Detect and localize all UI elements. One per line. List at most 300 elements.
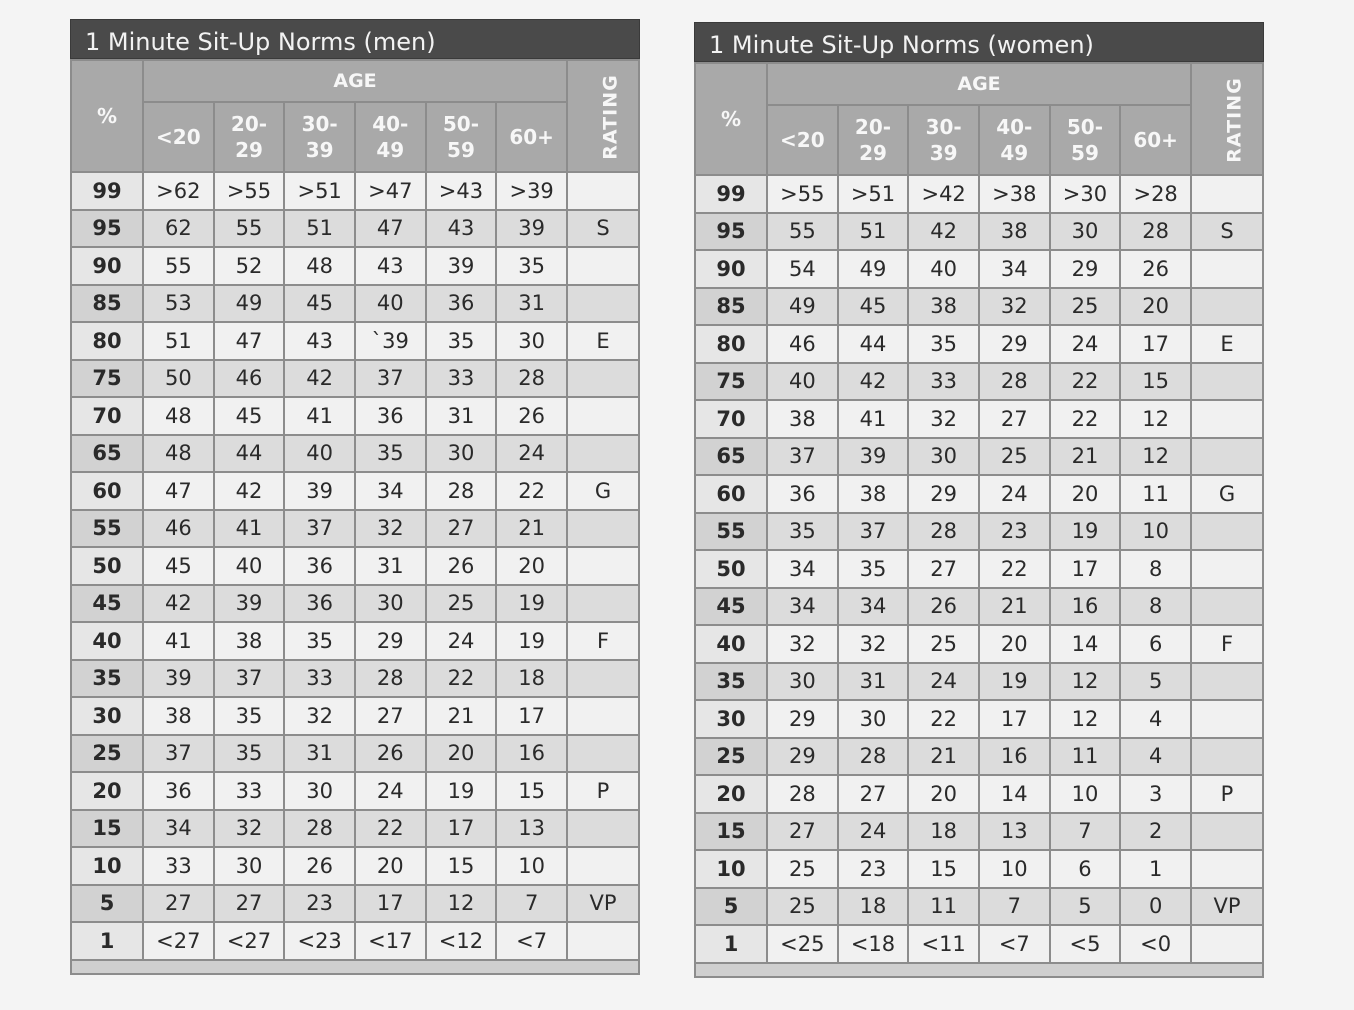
- score-cell: 51: [143, 322, 214, 360]
- score-cell: 42: [284, 360, 355, 398]
- rating-cell: [1191, 813, 1263, 851]
- score-cell: 14: [1050, 625, 1121, 663]
- age-group-header: <20: [143, 102, 214, 172]
- percentile-cell: 30: [71, 697, 143, 735]
- rating-cell: [1191, 513, 1263, 551]
- score-cell: 37: [767, 438, 838, 476]
- rating-cell: [567, 697, 639, 735]
- score-cell: >43: [426, 172, 497, 210]
- score-cell: 36: [355, 397, 426, 435]
- percentile-cell: 20: [695, 775, 767, 813]
- score-cell: 44: [838, 325, 909, 363]
- table-row: [71, 622, 639, 660]
- score-cell: 21: [979, 588, 1050, 626]
- score-cell: 48: [284, 247, 355, 285]
- score-cell: 27: [979, 400, 1050, 438]
- score-cell: 33: [426, 360, 497, 398]
- score-cell: 53: [143, 285, 214, 323]
- score-cell: 28: [1120, 213, 1191, 251]
- score-cell: >51: [284, 172, 355, 210]
- score-cell: 28: [767, 775, 838, 813]
- age-group-header: <20: [767, 105, 838, 175]
- score-cell: 15: [1120, 363, 1191, 401]
- score-cell: 34: [355, 472, 426, 510]
- score-cell: 42: [143, 585, 214, 623]
- score-cell: 42: [838, 363, 909, 401]
- table-row: [695, 663, 1263, 701]
- score-cell: 34: [838, 588, 909, 626]
- score-cell: >28: [1120, 175, 1191, 213]
- rating-cell: [1191, 288, 1263, 326]
- rating-cell: [567, 172, 639, 210]
- percentile-cell: 35: [71, 660, 143, 698]
- table-row: [695, 288, 1263, 326]
- score-cell: 24: [1050, 325, 1121, 363]
- percentile-header: %: [71, 60, 143, 172]
- percentile-cell: 75: [695, 363, 767, 401]
- score-cell: 28: [284, 810, 355, 848]
- score-cell: 26: [426, 547, 497, 585]
- score-cell: >55: [767, 175, 838, 213]
- age-group-header: 20- 29: [214, 102, 285, 172]
- table-row: [695, 813, 1263, 851]
- score-cell: 39: [426, 247, 497, 285]
- table-row: [71, 660, 639, 698]
- rating-header: [1191, 63, 1263, 175]
- percentile-cell: 40: [71, 622, 143, 660]
- rating-cell: [567, 810, 639, 848]
- rating-cell: [567, 735, 639, 773]
- score-cell: 32: [908, 400, 979, 438]
- score-cell: 5: [1050, 888, 1121, 926]
- table-row: [71, 435, 639, 473]
- score-cell: 31: [284, 735, 355, 773]
- score-cell: 35: [214, 697, 285, 735]
- percentile-header: %: [695, 63, 767, 175]
- table-row: [71, 885, 639, 923]
- score-cell: 24: [979, 475, 1050, 513]
- rating-cell: F: [567, 622, 639, 660]
- score-cell: 46: [767, 325, 838, 363]
- score-cell: 41: [284, 397, 355, 435]
- score-cell: 25: [767, 888, 838, 926]
- score-cell: 40: [908, 250, 979, 288]
- score-cell: 22: [1050, 363, 1121, 401]
- score-cell: 6: [1120, 625, 1191, 663]
- score-cell: 36: [767, 475, 838, 513]
- percentile-cell: 95: [71, 210, 143, 248]
- score-cell: 39: [143, 660, 214, 698]
- table-row: [71, 735, 639, 773]
- score-cell: 8: [1120, 588, 1191, 626]
- score-cell: 33: [908, 363, 979, 401]
- score-cell: 10: [1050, 775, 1121, 813]
- header-row: [71, 60, 639, 102]
- score-cell: 2: [1120, 813, 1191, 851]
- score-cell: >51: [838, 175, 909, 213]
- score-cell: 35: [426, 322, 497, 360]
- score-cell: 36: [143, 772, 214, 810]
- age-group-header: 40- 49: [355, 102, 426, 172]
- score-cell: >30: [1050, 175, 1121, 213]
- rating-cell: P: [567, 772, 639, 810]
- score-cell: 45: [284, 285, 355, 323]
- score-cell: 23: [979, 513, 1050, 551]
- rating-cell: [1191, 850, 1263, 888]
- score-cell: 28: [496, 360, 567, 398]
- score-cell: 43: [284, 322, 355, 360]
- percentile-cell: 50: [71, 547, 143, 585]
- score-cell: >39: [496, 172, 567, 210]
- score-cell: 39: [214, 585, 285, 623]
- score-cell: 16: [496, 735, 567, 773]
- score-cell: 32: [838, 625, 909, 663]
- score-cell: 51: [284, 210, 355, 248]
- table-row: [695, 775, 1263, 813]
- percentile-cell: 10: [71, 847, 143, 885]
- age-group-header: 40- 49: [979, 105, 1050, 175]
- score-cell: 28: [426, 472, 497, 510]
- score-cell: 46: [143, 510, 214, 548]
- table-row: [695, 325, 1263, 363]
- score-cell: 27: [908, 550, 979, 588]
- score-cell: 26: [1120, 250, 1191, 288]
- age-group-header: 30- 39: [284, 102, 355, 172]
- score-cell: 17: [1120, 325, 1191, 363]
- score-cell: 34: [767, 550, 838, 588]
- score-cell: 30: [214, 847, 285, 885]
- table-row: [695, 400, 1263, 438]
- score-cell: 25: [979, 438, 1050, 476]
- rating-cell: [1191, 400, 1263, 438]
- score-cell: >55: [214, 172, 285, 210]
- rating-cell: [567, 585, 639, 623]
- score-cell: 30: [1050, 213, 1121, 251]
- table-row: [695, 438, 1263, 476]
- table-row: [71, 397, 639, 435]
- table-title: 1 Minute Sit-Up Norms (men): [70, 19, 640, 59]
- score-cell: 55: [214, 210, 285, 248]
- table-row: [695, 588, 1263, 626]
- score-cell: >42: [908, 175, 979, 213]
- score-cell: 6: [1050, 850, 1121, 888]
- score-cell: 23: [284, 885, 355, 923]
- score-cell: 34: [143, 810, 214, 848]
- score-cell: 32: [355, 510, 426, 548]
- table-row: [71, 210, 639, 248]
- score-cell: 28: [355, 660, 426, 698]
- score-cell: 19: [979, 663, 1050, 701]
- score-cell: 30: [908, 438, 979, 476]
- score-cell: 29: [767, 700, 838, 738]
- score-cell: 17: [979, 700, 1050, 738]
- score-cell: 22: [908, 700, 979, 738]
- score-cell: 30: [496, 322, 567, 360]
- rating-cell: VP: [567, 885, 639, 923]
- men-norms-table: [70, 59, 640, 961]
- rating-cell: E: [1191, 325, 1263, 363]
- score-cell: 23: [838, 850, 909, 888]
- score-cell: 24: [426, 622, 497, 660]
- rating-cell: [1191, 175, 1263, 213]
- score-cell: 12: [1050, 663, 1121, 701]
- table-row: [71, 585, 639, 623]
- score-cell: 49: [838, 250, 909, 288]
- score-cell: 31: [426, 397, 497, 435]
- rating-cell: [567, 547, 639, 585]
- rating-cell: [1191, 738, 1263, 776]
- table-row: [695, 363, 1263, 401]
- score-cell: 21: [1050, 438, 1121, 476]
- score-cell: 33: [214, 772, 285, 810]
- score-cell: 45: [214, 397, 285, 435]
- percentile-cell: 80: [71, 322, 143, 360]
- score-cell: 15: [496, 772, 567, 810]
- table-row: [71, 510, 639, 548]
- score-cell: 46: [214, 360, 285, 398]
- score-cell: 54: [767, 250, 838, 288]
- rating-cell: P: [1191, 775, 1263, 813]
- score-cell: 20: [908, 775, 979, 813]
- percentile-cell: 80: [695, 325, 767, 363]
- rating-cell: VP: [1191, 888, 1263, 926]
- score-cell: 24: [838, 813, 909, 851]
- rating-cell: F: [1191, 625, 1263, 663]
- score-cell: 34: [767, 588, 838, 626]
- score-cell: 26: [496, 397, 567, 435]
- percentile-cell: 99: [71, 172, 143, 210]
- score-cell: 21: [426, 697, 497, 735]
- table-row: [71, 285, 639, 323]
- score-cell: 30: [838, 700, 909, 738]
- score-cell: 39: [496, 210, 567, 248]
- age-group-row: [71, 102, 639, 172]
- score-cell: 27: [355, 697, 426, 735]
- rating-cell: [567, 510, 639, 548]
- score-cell: 11: [1120, 475, 1191, 513]
- percentile-cell: 20: [71, 772, 143, 810]
- score-cell: 36: [426, 285, 497, 323]
- score-cell: 17: [496, 697, 567, 735]
- percentile-cell: 75: [71, 360, 143, 398]
- percentile-cell: 90: [695, 250, 767, 288]
- score-cell: 19: [1050, 513, 1121, 551]
- percentile-cell: 60: [695, 475, 767, 513]
- age-group-header: 60+: [1120, 105, 1191, 175]
- header-row: [695, 63, 1263, 105]
- score-cell: 28: [838, 738, 909, 776]
- percentile-cell: 60: [71, 472, 143, 510]
- score-cell: <25: [767, 925, 838, 963]
- score-cell: 47: [214, 322, 285, 360]
- score-cell: 21: [496, 510, 567, 548]
- score-cell: 28: [979, 363, 1050, 401]
- score-cell: 18: [496, 660, 567, 698]
- table-row: [71, 772, 639, 810]
- score-cell: 37: [284, 510, 355, 548]
- table-row: [695, 550, 1263, 588]
- table-row: [695, 925, 1263, 963]
- score-cell: <17: [355, 922, 426, 960]
- score-cell: 25: [426, 585, 497, 623]
- score-cell: 32: [284, 697, 355, 735]
- rating-cell: G: [567, 472, 639, 510]
- score-cell: 38: [767, 400, 838, 438]
- percentile-cell: 10: [695, 850, 767, 888]
- percentile-cell: 25: [71, 735, 143, 773]
- percentile-cell: 70: [695, 400, 767, 438]
- score-cell: 27: [426, 510, 497, 548]
- score-cell: 30: [355, 585, 426, 623]
- score-cell: 45: [838, 288, 909, 326]
- score-cell: 18: [908, 813, 979, 851]
- table-row: [695, 513, 1263, 551]
- rating-header-label: RATING: [599, 74, 622, 160]
- score-cell: 26: [284, 847, 355, 885]
- table-row: [71, 547, 639, 585]
- score-cell: 41: [214, 510, 285, 548]
- rating-cell: [1191, 550, 1263, 588]
- score-cell: 48: [143, 435, 214, 473]
- score-cell: 17: [355, 885, 426, 923]
- table-row: [71, 810, 639, 848]
- score-cell: 18: [838, 888, 909, 926]
- score-cell: 27: [767, 813, 838, 851]
- score-cell: 30: [426, 435, 497, 473]
- score-cell: 17: [1050, 550, 1121, 588]
- age-header: AGE: [767, 63, 1191, 105]
- score-cell: 27: [143, 885, 214, 923]
- score-cell: 40: [355, 285, 426, 323]
- score-cell: <7: [496, 922, 567, 960]
- score-cell: 27: [838, 775, 909, 813]
- score-cell: 35: [838, 550, 909, 588]
- score-cell: 29: [979, 325, 1050, 363]
- score-cell: 0: [1120, 888, 1191, 926]
- table-row: [71, 172, 639, 210]
- score-cell: 22: [355, 810, 426, 848]
- score-cell: 10: [496, 847, 567, 885]
- score-cell: 8: [1120, 550, 1191, 588]
- score-cell: 39: [284, 472, 355, 510]
- score-cell: 4: [1120, 738, 1191, 776]
- score-cell: <0: [1120, 925, 1191, 963]
- rating-cell: [567, 435, 639, 473]
- score-cell: 10: [1120, 513, 1191, 551]
- table-row: [695, 700, 1263, 738]
- score-cell: 55: [143, 247, 214, 285]
- score-cell: 29: [908, 475, 979, 513]
- score-cell: 43: [426, 210, 497, 248]
- women-norms-table: [694, 62, 1264, 964]
- score-cell: <18: [838, 925, 909, 963]
- score-cell: <5: [1050, 925, 1121, 963]
- score-cell: 49: [767, 288, 838, 326]
- rating-cell: [1191, 925, 1263, 963]
- rating-cell: [567, 247, 639, 285]
- score-cell: 25: [767, 850, 838, 888]
- score-cell: 20: [1050, 475, 1121, 513]
- score-cell: <27: [143, 922, 214, 960]
- score-cell: 55: [767, 213, 838, 251]
- score-cell: <11: [908, 925, 979, 963]
- table-row: [695, 888, 1263, 926]
- rating-cell: [1191, 588, 1263, 626]
- score-cell: 35: [908, 325, 979, 363]
- score-cell: 21: [908, 738, 979, 776]
- score-cell: 12: [1120, 438, 1191, 476]
- score-cell: 13: [979, 813, 1050, 851]
- score-cell: 41: [838, 400, 909, 438]
- rating-cell: [1191, 250, 1263, 288]
- table-row: [695, 175, 1263, 213]
- score-cell: 31: [355, 547, 426, 585]
- score-cell: 7: [496, 885, 567, 923]
- percentile-cell: 1: [695, 925, 767, 963]
- women-norms-panel: [694, 22, 1264, 978]
- score-cell: 35: [496, 247, 567, 285]
- table-row: [71, 322, 639, 360]
- score-cell: 42: [214, 472, 285, 510]
- score-cell: 17: [426, 810, 497, 848]
- score-cell: >62: [143, 172, 214, 210]
- score-cell: 5: [1120, 663, 1191, 701]
- score-cell: 12: [426, 885, 497, 923]
- score-cell: 11: [1050, 738, 1121, 776]
- table-row: [695, 475, 1263, 513]
- percentile-cell: 1: [71, 922, 143, 960]
- percentile-cell: 70: [71, 397, 143, 435]
- rating-cell: [567, 847, 639, 885]
- score-cell: 32: [214, 810, 285, 848]
- score-cell: 26: [908, 588, 979, 626]
- score-cell: 25: [908, 625, 979, 663]
- score-cell: 49: [214, 285, 285, 323]
- score-cell: 35: [214, 735, 285, 773]
- age-group-header: 50- 59: [426, 102, 497, 172]
- score-cell: 26: [355, 735, 426, 773]
- percentile-cell: 65: [71, 435, 143, 473]
- table-bottom-strip: [70, 961, 640, 975]
- score-cell: 37: [214, 660, 285, 698]
- score-cell: 62: [143, 210, 214, 248]
- rating-cell: [1191, 363, 1263, 401]
- score-cell: 36: [284, 585, 355, 623]
- table-row: [695, 850, 1263, 888]
- age-group-header: 30- 39: [908, 105, 979, 175]
- score-cell: 33: [284, 660, 355, 698]
- score-cell: 29: [767, 738, 838, 776]
- score-cell: 39: [838, 438, 909, 476]
- rating-cell: [1191, 700, 1263, 738]
- score-cell: 47: [143, 472, 214, 510]
- percentile-cell: 45: [71, 585, 143, 623]
- score-cell: 20: [1120, 288, 1191, 326]
- percentile-cell: 5: [71, 885, 143, 923]
- age-group-header: 60+: [496, 102, 567, 172]
- score-cell: 12: [1050, 700, 1121, 738]
- table-row: [71, 472, 639, 510]
- score-cell: <23: [284, 922, 355, 960]
- score-cell: 22: [426, 660, 497, 698]
- rating-header-label: RATING: [1223, 77, 1246, 163]
- score-cell: 13: [496, 810, 567, 848]
- rating-cell: [567, 360, 639, 398]
- score-cell: 19: [426, 772, 497, 810]
- score-cell: <7: [979, 925, 1050, 963]
- score-cell: 38: [838, 475, 909, 513]
- score-cell: 40: [767, 363, 838, 401]
